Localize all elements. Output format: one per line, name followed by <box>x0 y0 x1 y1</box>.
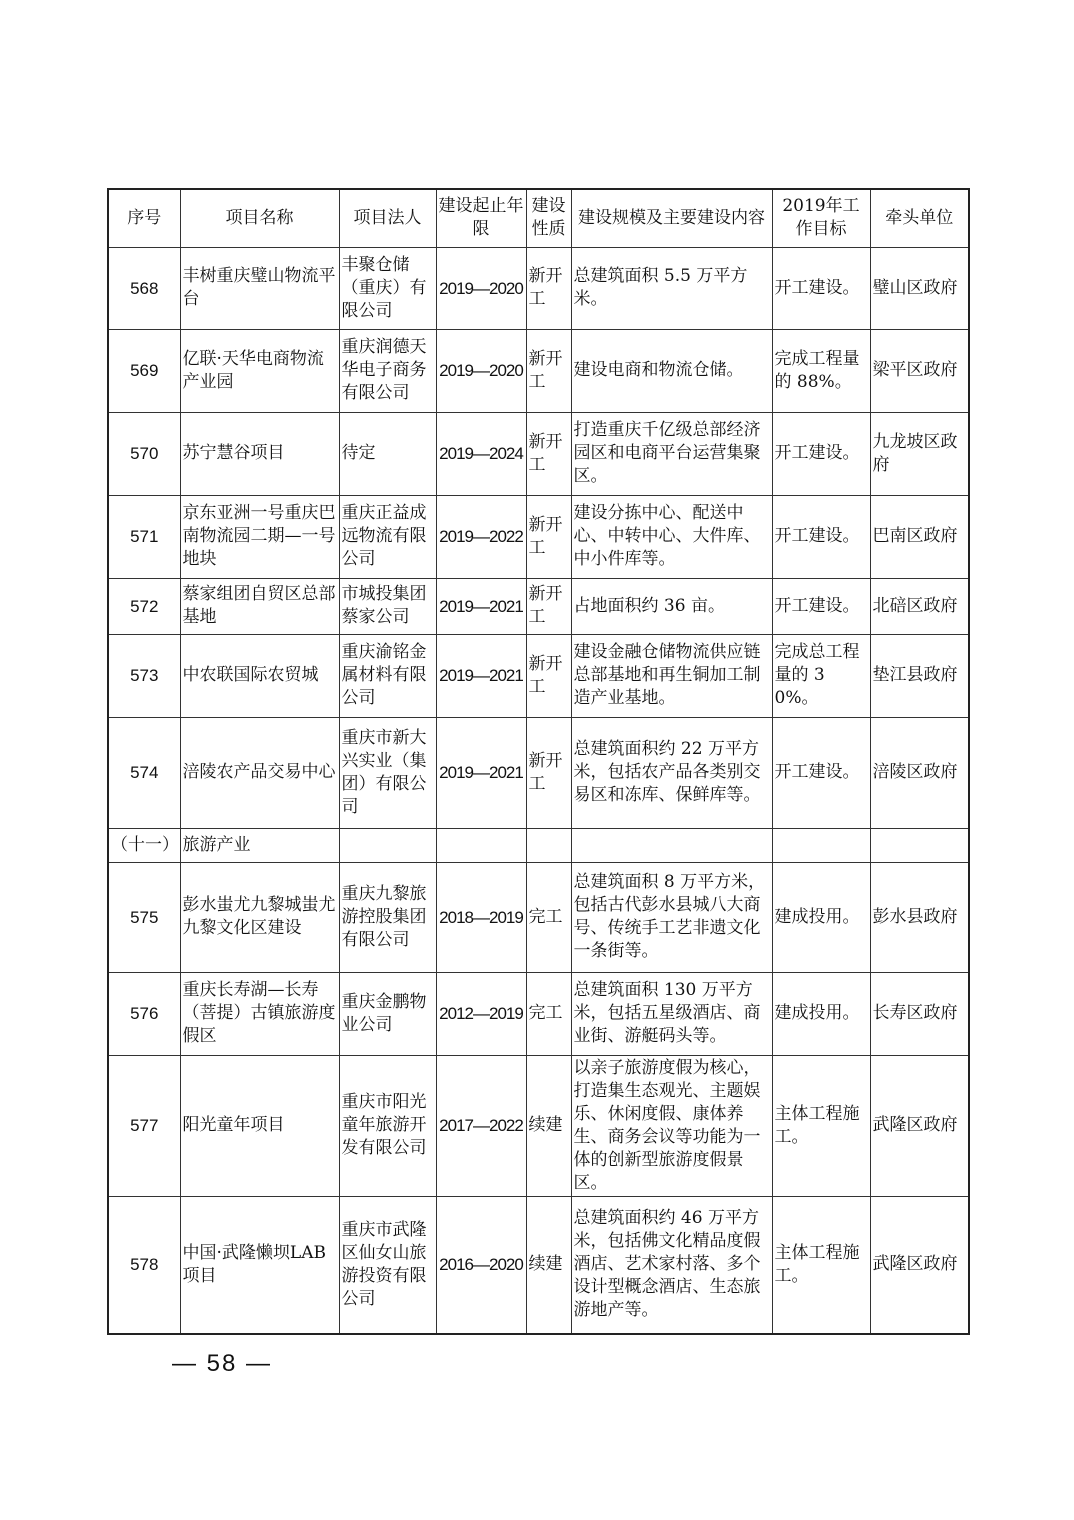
cell-owner: 重庆渝铭金属材料有限公司 <box>339 634 436 717</box>
cell-name: 丰树重庆璧山物流平台 <box>180 247 339 329</box>
cell-content: 总建筑面积 130 万平方米，包括五星级酒店、商业街、游艇码头等。 <box>571 972 772 1055</box>
table-row <box>108 972 969 1055</box>
cell-target: 完成总工程量的 30%。 <box>772 634 870 717</box>
header-nature: 建设性质 <box>526 189 571 247</box>
cell-content: 以亲子旅游度假为核心，打造集生态观光、主题娱乐、休闲度假、康体养生、商务会议等功能为一体的创新型旅游度假景区。 <box>571 1055 772 1196</box>
table-row <box>108 1196 969 1334</box>
cell-nature: 新开工 <box>526 634 571 717</box>
header-lead: 牵头单位 <box>870 189 969 247</box>
cell-name: 京东亚洲一号重庆巴南物流园二期—一号地块 <box>180 495 339 578</box>
table-row <box>108 1055 969 1196</box>
cell-content: 建设金融仓储物流供应链总部基地和再生铜加工制造产业基地。 <box>571 634 772 717</box>
cell-seq: 577 <box>108 1055 180 1196</box>
cell-name: 重庆长寿湖—长寿（菩提）古镇旅游度假区 <box>180 972 339 1055</box>
cell-lead: 武隆区政府 <box>870 1196 969 1334</box>
empty-cell <box>339 828 436 862</box>
cell-lead: 长寿区政府 <box>870 972 969 1055</box>
empty-cell <box>571 828 772 862</box>
cell-period: 2018—2019 <box>436 862 526 972</box>
cell-content: 总建筑面积 5.5 万平方米。 <box>571 247 772 329</box>
cell-period: 2019—2024 <box>436 412 526 495</box>
cell-period: 2012—2019 <box>436 972 526 1055</box>
cell-nature: 新开工 <box>526 578 571 634</box>
cell-nature: 续建 <box>526 1055 571 1196</box>
cell-owner: 市城投集团蔡家公司 <box>339 578 436 634</box>
empty-cell <box>526 828 571 862</box>
section-row <box>108 828 969 862</box>
cell-owner: 重庆正益成远物流有限公司 <box>339 495 436 578</box>
cell-content: 建设电商和物流仓储。 <box>571 329 772 412</box>
section-seq: （十一） <box>108 828 180 862</box>
cell-nature: 完工 <box>526 862 571 972</box>
cell-lead: 北碚区政府 <box>870 578 969 634</box>
cell-seq: 572 <box>108 578 180 634</box>
cell-lead: 九龙坡区政府 <box>870 412 969 495</box>
empty-cell <box>772 828 870 862</box>
cell-target: 开工建设。 <box>772 717 870 828</box>
cell-name: 中农联国际农贸城 <box>180 634 339 717</box>
cell-name: 亿联·天华电商物流产业园 <box>180 329 339 412</box>
project-table <box>107 188 970 1335</box>
empty-cell <box>870 828 969 862</box>
cell-period: 2016—2020 <box>436 1196 526 1334</box>
table-header-row <box>108 189 969 247</box>
cell-nature: 新开工 <box>526 412 571 495</box>
cell-nature: 新开工 <box>526 717 571 828</box>
cell-target: 开工建设。 <box>772 412 870 495</box>
cell-seq: 573 <box>108 634 180 717</box>
cell-content: 总建筑面积 8 万平方米，包括古代彭水县城八大商号、传统手工艺非遗文化一条街等。 <box>571 862 772 972</box>
cell-period: 2019—2021 <box>436 717 526 828</box>
cell-nature: 完工 <box>526 972 571 1055</box>
cell-name: 涪陵农产品交易中心 <box>180 717 339 828</box>
cell-content: 总建筑面积约 22 万平方米，包括农产品各类别交易区和冻库、保鲜库等。 <box>571 717 772 828</box>
empty-cell <box>436 828 526 862</box>
cell-name: 阳光童年项目 <box>180 1055 339 1196</box>
cell-period: 2019—2020 <box>436 247 526 329</box>
cell-owner: 重庆金鹏物业公司 <box>339 972 436 1055</box>
cell-content: 总建筑面积约 46 万平方米，包括佛文化精品度假酒店、艺术家村落、多个设计型概念酒店、生态旅游地产等。 <box>571 1196 772 1334</box>
cell-name: 蔡家组团自贸区总部基地 <box>180 578 339 634</box>
cell-lead: 梁平区政府 <box>870 329 969 412</box>
cell-period: 2019—2022 <box>436 495 526 578</box>
table-row <box>108 329 969 412</box>
cell-nature: 新开工 <box>526 329 571 412</box>
cell-owner: 重庆市武隆区仙女山旅游投资有限公司 <box>339 1196 436 1334</box>
cell-owner: 重庆市新大兴实业（集团）有限公司 <box>339 717 436 828</box>
header-content: 建设规模及主要建设内容 <box>571 189 772 247</box>
cell-seq: 576 <box>108 972 180 1055</box>
cell-seq: 571 <box>108 495 180 578</box>
cell-owner: 丰聚仓储（重庆）有限公司 <box>339 247 436 329</box>
cell-seq: 575 <box>108 862 180 972</box>
cell-seq: 569 <box>108 329 180 412</box>
cell-lead: 涪陵区政府 <box>870 717 969 828</box>
cell-period: 2017—2022 <box>436 1055 526 1196</box>
cell-content: 打造重庆千亿级总部经济园区和电商平台运营集聚区。 <box>571 412 772 495</box>
cell-target: 主体工程施工。 <box>772 1196 870 1334</box>
cell-period: 2019—2021 <box>436 634 526 717</box>
cell-period: 2019—2020 <box>436 329 526 412</box>
cell-target: 主体工程施工。 <box>772 1055 870 1196</box>
table-row <box>108 862 969 972</box>
table-row <box>108 495 969 578</box>
cell-lead: 武隆区政府 <box>870 1055 969 1196</box>
page-number: — 58 — <box>172 1350 273 1377</box>
header-name: 项目名称 <box>180 189 339 247</box>
section-name: 旅游产业 <box>180 828 339 862</box>
cell-content: 占地面积约 36 亩。 <box>571 578 772 634</box>
cell-target: 完成工程量的 88%。 <box>772 329 870 412</box>
cell-lead: 巴南区政府 <box>870 495 969 578</box>
cell-owner: 重庆九黎旅游控股集团有限公司 <box>339 862 436 972</box>
cell-seq: 568 <box>108 247 180 329</box>
table-row <box>108 634 969 717</box>
table-row <box>108 578 969 634</box>
table-row <box>108 247 969 329</box>
cell-nature: 新开工 <box>526 247 571 329</box>
cell-target: 开工建设。 <box>772 495 870 578</box>
cell-target: 开工建设。 <box>772 247 870 329</box>
cell-target: 开工建设。 <box>772 578 870 634</box>
cell-name: 中国·武隆懒坝LAB项目 <box>180 1196 339 1334</box>
cell-period: 2019—2021 <box>436 578 526 634</box>
cell-owner: 待定 <box>339 412 436 495</box>
cell-seq: 570 <box>108 412 180 495</box>
cell-owner: 重庆市阳光童年旅游开发有限公司 <box>339 1055 436 1196</box>
cell-content: 建设分拣中心、配送中心、中转中心、大件库、中小件库等。 <box>571 495 772 578</box>
cell-lead: 璧山区政府 <box>870 247 969 329</box>
cell-lead: 垫江县政府 <box>870 634 969 717</box>
cell-nature: 续建 <box>526 1196 571 1334</box>
table-row <box>108 717 969 828</box>
cell-target: 建成投用。 <box>772 972 870 1055</box>
cell-seq: 578 <box>108 1196 180 1334</box>
table-row <box>108 412 969 495</box>
header-owner: 项目法人 <box>339 189 436 247</box>
cell-name: 彭水蚩尤九黎城蚩尤九黎文化区建设 <box>180 862 339 972</box>
cell-seq: 574 <box>108 717 180 828</box>
cell-owner: 重庆润德天华电子商务有限公司 <box>339 329 436 412</box>
cell-name: 苏宁慧谷项目 <box>180 412 339 495</box>
header-target: 2019年工作目标 <box>772 189 870 247</box>
header-seq: 序号 <box>108 189 180 247</box>
cell-target: 建成投用。 <box>772 862 870 972</box>
cell-nature: 新开工 <box>526 495 571 578</box>
header-period: 建设起止年限 <box>436 189 526 247</box>
cell-lead: 彭水县政府 <box>870 862 969 972</box>
